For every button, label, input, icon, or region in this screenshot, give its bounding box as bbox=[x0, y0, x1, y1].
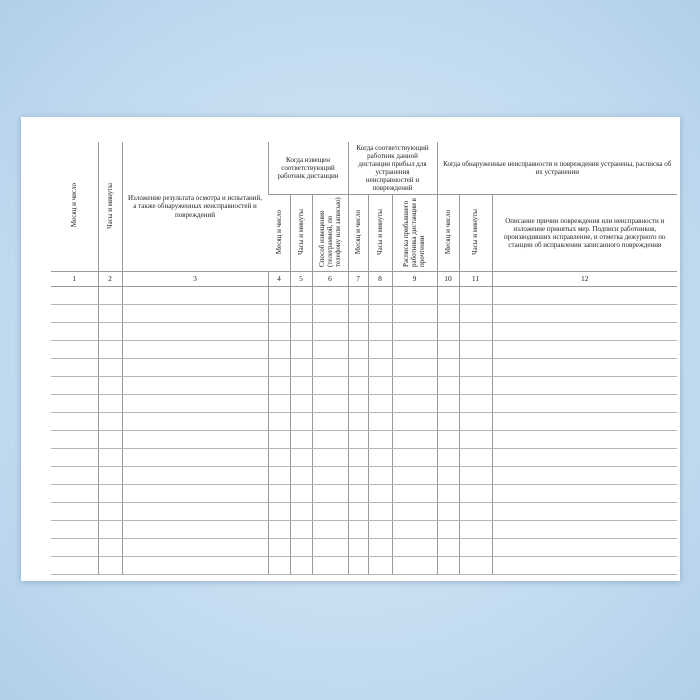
journal-cell[interactable] bbox=[290, 359, 312, 377]
journal-cell[interactable] bbox=[98, 377, 122, 395]
journal-cell[interactable] bbox=[312, 287, 348, 305]
journal-cell[interactable] bbox=[312, 377, 348, 395]
journal-cell[interactable] bbox=[368, 431, 392, 449]
journal-cell[interactable] bbox=[51, 449, 98, 467]
journal-cell[interactable] bbox=[268, 539, 290, 557]
journal-cell[interactable] bbox=[268, 557, 290, 575]
journal-cell[interactable] bbox=[51, 539, 98, 557]
journal-cell[interactable] bbox=[392, 413, 437, 431]
journal-row[interactable] bbox=[51, 413, 677, 431]
journal-row[interactable] bbox=[51, 323, 677, 341]
journal-cell[interactable] bbox=[392, 503, 437, 521]
journal-cell[interactable] bbox=[348, 341, 368, 359]
journal-cell[interactable] bbox=[348, 431, 368, 449]
col-number: 11 bbox=[459, 272, 492, 287]
journal-cell[interactable] bbox=[312, 539, 348, 557]
journal-cell[interactable] bbox=[459, 557, 492, 575]
journal-cell[interactable] bbox=[290, 521, 312, 539]
journal-cell[interactable] bbox=[437, 305, 459, 323]
journal-cell[interactable] bbox=[492, 395, 677, 413]
journal-cell[interactable] bbox=[51, 431, 98, 449]
journal-cell[interactable] bbox=[290, 413, 312, 431]
journal-cell[interactable] bbox=[51, 521, 98, 539]
journal-cell[interactable] bbox=[98, 503, 122, 521]
journal-cell[interactable] bbox=[459, 467, 492, 485]
col-11-header bbox=[459, 195, 492, 272]
journal-cell[interactable] bbox=[312, 305, 348, 323]
journal-cell[interactable] bbox=[290, 539, 312, 557]
journal-cell[interactable] bbox=[368, 359, 392, 377]
journal-cell[interactable] bbox=[437, 485, 459, 503]
journal-cell[interactable] bbox=[51, 503, 98, 521]
group-arrived-header: Когда соответствующий работник данной дистанции прибыл для устранения неисправностей и повреждений bbox=[348, 142, 437, 195]
journal-cell[interactable] bbox=[98, 305, 122, 323]
journal-cell[interactable] bbox=[122, 503, 268, 521]
journal-row[interactable] bbox=[51, 449, 677, 467]
journal-cell[interactable] bbox=[459, 377, 492, 395]
journal-row[interactable] bbox=[51, 539, 677, 557]
journal-cell[interactable] bbox=[368, 395, 392, 413]
journal-cell[interactable] bbox=[368, 287, 392, 305]
journal-cell[interactable] bbox=[122, 287, 268, 305]
col-7-header bbox=[348, 195, 368, 272]
journal-sheet bbox=[21, 117, 680, 581]
journal-table bbox=[51, 142, 677, 575]
journal-cell[interactable] bbox=[459, 305, 492, 323]
journal-cell[interactable] bbox=[368, 449, 392, 467]
col-11-label: Часы и минуты bbox=[471, 209, 480, 255]
col-2-label: Часы и минуты bbox=[105, 182, 114, 229]
col-3-header: Изложение результата осмотра и испытаний, а также обнаруженных неисправностей и повреждений bbox=[122, 142, 268, 272]
journal-cell[interactable] bbox=[368, 377, 392, 395]
journal-cell[interactable] bbox=[268, 503, 290, 521]
journal-cell[interactable] bbox=[368, 485, 392, 503]
journal-cell[interactable] bbox=[392, 521, 437, 539]
journal-cell[interactable] bbox=[312, 395, 348, 413]
journal-cell[interactable] bbox=[312, 413, 348, 431]
journal-cell[interactable] bbox=[122, 449, 268, 467]
journal-cell[interactable] bbox=[51, 467, 98, 485]
journal-cell[interactable] bbox=[51, 305, 98, 323]
journal-cell[interactable] bbox=[348, 377, 368, 395]
journal-cell[interactable] bbox=[437, 467, 459, 485]
journal-cell[interactable] bbox=[492, 359, 677, 377]
group-notified-header: Когда извещен соответствующий работник дистанции bbox=[268, 142, 348, 195]
journal-row[interactable] bbox=[51, 485, 677, 503]
journal-cell[interactable] bbox=[51, 323, 98, 341]
column-numbers-row bbox=[51, 272, 677, 287]
journal-cell[interactable] bbox=[290, 287, 312, 305]
journal-cell[interactable] bbox=[98, 485, 122, 503]
journal-cell[interactable] bbox=[122, 341, 268, 359]
journal-cell[interactable] bbox=[492, 449, 677, 467]
journal-cell[interactable] bbox=[492, 341, 677, 359]
journal-cell[interactable] bbox=[437, 395, 459, 413]
journal-cell[interactable] bbox=[492, 539, 677, 557]
journal-cell[interactable] bbox=[348, 359, 368, 377]
journal-cell[interactable] bbox=[98, 287, 122, 305]
group-fixed-header: Когда обнаруженные неисправности и повреждения устранены, расписка об их устранении bbox=[437, 142, 677, 195]
journal-cell[interactable] bbox=[348, 503, 368, 521]
col-hours-minutes-header bbox=[98, 142, 122, 272]
journal-cell[interactable] bbox=[459, 395, 492, 413]
journal-cell[interactable] bbox=[312, 431, 348, 449]
journal-cell[interactable] bbox=[312, 341, 348, 359]
journal-row[interactable] bbox=[51, 503, 677, 521]
journal-cell[interactable] bbox=[268, 413, 290, 431]
journal-cell[interactable] bbox=[459, 323, 492, 341]
col-number: 9 bbox=[392, 272, 437, 287]
journal-cell[interactable] bbox=[268, 395, 290, 413]
journal-cell[interactable] bbox=[348, 395, 368, 413]
journal-cell[interactable] bbox=[98, 359, 122, 377]
col-number: 6 bbox=[312, 272, 348, 287]
journal-cell[interactable] bbox=[368, 521, 392, 539]
journal-cell[interactable] bbox=[459, 521, 492, 539]
journal-cell[interactable] bbox=[51, 377, 98, 395]
journal-row[interactable] bbox=[51, 377, 677, 395]
journal-cell[interactable] bbox=[98, 413, 122, 431]
journal-cell[interactable] bbox=[290, 467, 312, 485]
journal-cell[interactable] bbox=[492, 323, 677, 341]
journal-cell[interactable] bbox=[392, 539, 437, 557]
journal-cell[interactable] bbox=[312, 323, 348, 341]
journal-cell[interactable] bbox=[290, 377, 312, 395]
journal-row[interactable] bbox=[51, 287, 677, 305]
journal-cell[interactable] bbox=[459, 539, 492, 557]
journal-cell[interactable] bbox=[437, 431, 459, 449]
journal-cell[interactable] bbox=[122, 413, 268, 431]
journal-cell[interactable] bbox=[392, 485, 437, 503]
journal-row[interactable] bbox=[51, 359, 677, 377]
journal-cell[interactable] bbox=[98, 467, 122, 485]
journal-cell[interactable] bbox=[437, 413, 459, 431]
col-6-label: Способ извещения (телеграммой, по телефону или записью) bbox=[317, 197, 343, 267]
journal-cell[interactable] bbox=[437, 539, 459, 557]
col-10-label: Месяц и число bbox=[443, 209, 452, 255]
journal-row[interactable] bbox=[51, 305, 677, 323]
journal-table-wrapper bbox=[51, 142, 677, 572]
journal-cell[interactable] bbox=[459, 503, 492, 521]
journal-cell[interactable] bbox=[98, 431, 122, 449]
journal-cell[interactable] bbox=[268, 323, 290, 341]
journal-row[interactable] bbox=[51, 341, 677, 359]
journal-cell[interactable] bbox=[348, 287, 368, 305]
col-4-header bbox=[268, 195, 290, 272]
journal-cell[interactable] bbox=[290, 341, 312, 359]
journal-cell[interactable] bbox=[312, 503, 348, 521]
journal-cell[interactable] bbox=[122, 557, 268, 575]
journal-cell[interactable] bbox=[459, 431, 492, 449]
journal-cell[interactable] bbox=[459, 341, 492, 359]
journal-cell[interactable] bbox=[290, 395, 312, 413]
journal-cell[interactable] bbox=[368, 341, 392, 359]
journal-cell[interactable] bbox=[312, 359, 348, 377]
journal-cell[interactable] bbox=[290, 449, 312, 467]
journal-cell[interactable] bbox=[368, 305, 392, 323]
journal-cell[interactable] bbox=[392, 305, 437, 323]
journal-row[interactable] bbox=[51, 431, 677, 449]
journal-cell[interactable] bbox=[348, 413, 368, 431]
journal-cell[interactable] bbox=[492, 503, 677, 521]
journal-cell[interactable] bbox=[51, 485, 98, 503]
journal-cell[interactable] bbox=[392, 323, 437, 341]
journal-cell[interactable] bbox=[492, 305, 677, 323]
journal-cell[interactable] bbox=[492, 467, 677, 485]
journal-cell[interactable] bbox=[437, 503, 459, 521]
journal-cell[interactable] bbox=[348, 467, 368, 485]
col-12-header: Описание причин повреждения или неисправности и изложение принятых мер. Подписи работников, производивших исправление, и отметка дежурного по станции об исправлении записанного повреждения bbox=[492, 195, 677, 272]
journal-cell[interactable] bbox=[348, 323, 368, 341]
journal-cell[interactable] bbox=[492, 377, 677, 395]
journal-cell[interactable] bbox=[290, 557, 312, 575]
col-number: 8 bbox=[368, 272, 392, 287]
journal-cell[interactable] bbox=[290, 305, 312, 323]
journal-cell[interactable] bbox=[290, 323, 312, 341]
journal-cell[interactable] bbox=[268, 305, 290, 323]
journal-cell[interactable] bbox=[368, 539, 392, 557]
journal-cell[interactable] bbox=[368, 467, 392, 485]
journal-cell[interactable] bbox=[51, 557, 98, 575]
journal-cell[interactable] bbox=[122, 305, 268, 323]
col-number: 4 bbox=[268, 272, 290, 287]
journal-cell[interactable] bbox=[459, 359, 492, 377]
col-7-label: Месяц и число bbox=[353, 209, 362, 255]
journal-cell[interactable] bbox=[312, 521, 348, 539]
journal-cell[interactable] bbox=[268, 521, 290, 539]
journal-cell[interactable] bbox=[122, 395, 268, 413]
col-8-header bbox=[368, 195, 392, 272]
journal-row[interactable] bbox=[51, 395, 677, 413]
journal-cell[interactable] bbox=[492, 431, 677, 449]
journal-cell[interactable] bbox=[348, 521, 368, 539]
journal-cell[interactable] bbox=[437, 359, 459, 377]
journal-cell[interactable] bbox=[98, 449, 122, 467]
journal-cell[interactable] bbox=[268, 467, 290, 485]
col-number: 7 bbox=[348, 272, 368, 287]
journal-cell[interactable] bbox=[392, 287, 437, 305]
journal-cell[interactable] bbox=[348, 449, 368, 467]
col-8-label: Часы и минуты bbox=[375, 209, 384, 255]
journal-cell[interactable] bbox=[268, 341, 290, 359]
col-9-label: Расписка прибывшего работника дистанции в прочтении bbox=[402, 197, 427, 267]
journal-cell[interactable] bbox=[492, 557, 677, 575]
col-10-header bbox=[437, 195, 459, 272]
journal-cell[interactable] bbox=[268, 431, 290, 449]
col-number: 12 bbox=[492, 272, 677, 287]
col-number: 3 bbox=[122, 272, 268, 287]
journal-cell[interactable] bbox=[268, 287, 290, 305]
journal-cell[interactable] bbox=[368, 557, 392, 575]
journal-cell[interactable] bbox=[122, 431, 268, 449]
journal-cell[interactable] bbox=[290, 431, 312, 449]
journal-cell[interactable] bbox=[98, 323, 122, 341]
journal-cell[interactable] bbox=[98, 395, 122, 413]
journal-cell[interactable] bbox=[268, 485, 290, 503]
journal-cell[interactable] bbox=[392, 359, 437, 377]
journal-cell[interactable] bbox=[98, 341, 122, 359]
journal-cell[interactable] bbox=[122, 359, 268, 377]
journal-cell[interactable] bbox=[368, 413, 392, 431]
col-4-label: Месяц и число bbox=[274, 209, 283, 255]
journal-cell[interactable] bbox=[122, 323, 268, 341]
journal-cell[interactable] bbox=[492, 485, 677, 503]
journal-cell[interactable] bbox=[122, 467, 268, 485]
col-9-header bbox=[392, 195, 437, 272]
col-5-header bbox=[290, 195, 312, 272]
journal-cell[interactable] bbox=[51, 359, 98, 377]
journal-cell[interactable] bbox=[98, 539, 122, 557]
journal-cell[interactable] bbox=[437, 341, 459, 359]
journal-row[interactable] bbox=[51, 521, 677, 539]
journal-cell[interactable] bbox=[348, 557, 368, 575]
journal-cell[interactable] bbox=[290, 503, 312, 521]
journal-cell[interactable] bbox=[312, 467, 348, 485]
journal-cell[interactable] bbox=[312, 485, 348, 503]
journal-cell[interactable] bbox=[368, 503, 392, 521]
journal-cell[interactable] bbox=[122, 521, 268, 539]
journal-cell[interactable] bbox=[392, 377, 437, 395]
journal-cell[interactable] bbox=[392, 341, 437, 359]
journal-cell[interactable] bbox=[437, 287, 459, 305]
journal-cell[interactable] bbox=[290, 485, 312, 503]
journal-cell[interactable] bbox=[392, 467, 437, 485]
journal-cell[interactable] bbox=[98, 557, 122, 575]
col-5-label: Часы и минуты bbox=[296, 209, 305, 255]
journal-cell[interactable] bbox=[437, 557, 459, 575]
journal-cell[interactable] bbox=[459, 485, 492, 503]
journal-cell[interactable] bbox=[437, 521, 459, 539]
journal-cell[interactable] bbox=[392, 557, 437, 575]
journal-cell[interactable] bbox=[392, 395, 437, 413]
journal-cell[interactable] bbox=[459, 413, 492, 431]
col-6-header bbox=[312, 195, 348, 272]
journal-cell[interactable] bbox=[122, 485, 268, 503]
journal-cell[interactable] bbox=[459, 449, 492, 467]
journal-cell[interactable] bbox=[122, 377, 268, 395]
journal-row[interactable] bbox=[51, 557, 677, 575]
journal-cell[interactable] bbox=[122, 539, 268, 557]
journal-cell[interactable] bbox=[437, 377, 459, 395]
journal-row[interactable] bbox=[51, 467, 677, 485]
journal-cell[interactable] bbox=[348, 305, 368, 323]
journal-cell[interactable] bbox=[98, 521, 122, 539]
journal-cell[interactable] bbox=[459, 287, 492, 305]
journal-cell[interactable] bbox=[348, 539, 368, 557]
col-1-label: Месяц и число bbox=[70, 183, 79, 228]
header-row-top bbox=[51, 142, 677, 195]
journal-cell[interactable] bbox=[492, 413, 677, 431]
journal-cell[interactable] bbox=[51, 395, 98, 413]
journal-cell[interactable] bbox=[492, 521, 677, 539]
journal-cell[interactable] bbox=[437, 449, 459, 467]
journal-cell[interactable] bbox=[268, 359, 290, 377]
journal-cell[interactable] bbox=[51, 413, 98, 431]
journal-cell[interactable] bbox=[312, 449, 348, 467]
journal-cell[interactable] bbox=[368, 323, 392, 341]
journal-cell[interactable] bbox=[312, 557, 348, 575]
journal-cell[interactable] bbox=[348, 485, 368, 503]
journal-cell[interactable] bbox=[437, 323, 459, 341]
journal-cell[interactable] bbox=[392, 431, 437, 449]
col-number: 1 bbox=[51, 272, 98, 287]
journal-cell[interactable] bbox=[51, 341, 98, 359]
journal-cell[interactable] bbox=[51, 287, 98, 305]
col-number: 10 bbox=[437, 272, 459, 287]
col-month-day-header bbox=[51, 142, 98, 272]
journal-cell[interactable] bbox=[268, 449, 290, 467]
journal-cell[interactable] bbox=[492, 287, 677, 305]
col-number: 2 bbox=[98, 272, 122, 287]
journal-entries bbox=[51, 287, 677, 575]
journal-cell[interactable] bbox=[268, 377, 290, 395]
journal-cell[interactable] bbox=[392, 449, 437, 467]
col-number: 5 bbox=[290, 272, 312, 287]
